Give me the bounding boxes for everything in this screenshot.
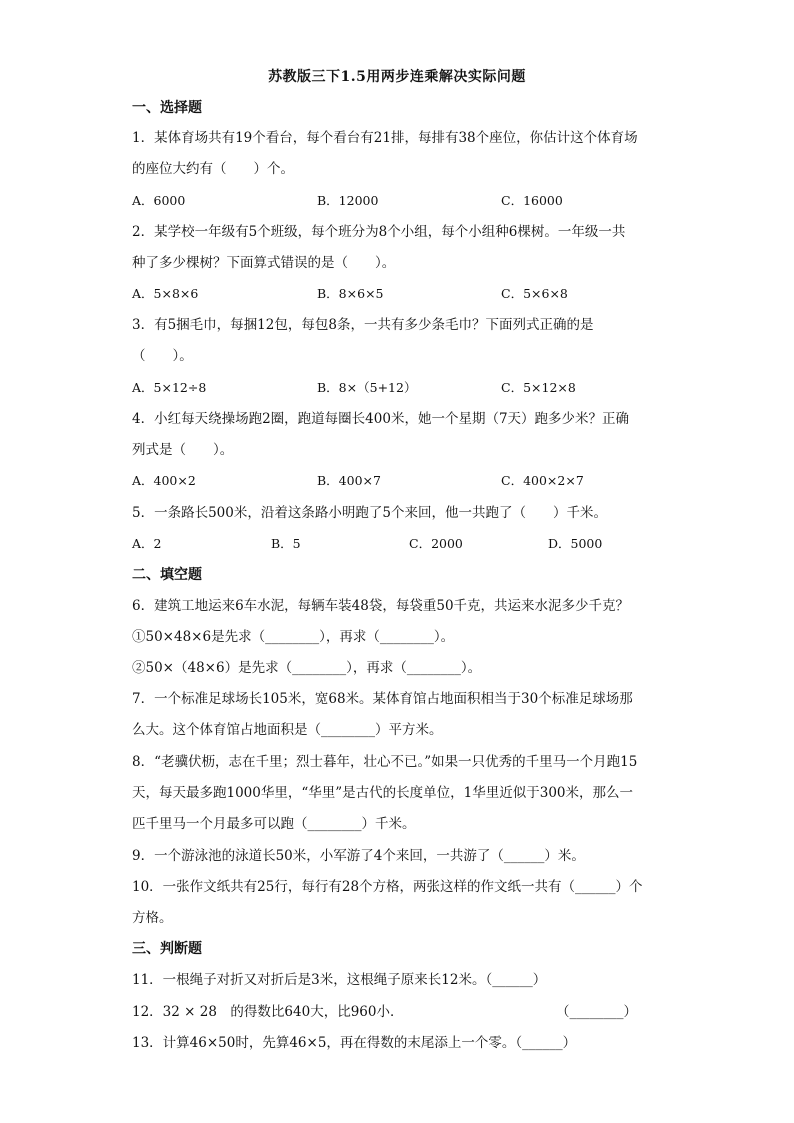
question-5-option-a: A．2	[132, 536, 162, 551]
question-4-option-b: B．400×7	[317, 473, 381, 488]
section-heading: 二、填空题	[132, 567, 202, 583]
question-2-line-1: 2．某学校一年级有5个班级，每个班分为8个小组，每个小组种6棵树。一年级一共	[132, 224, 626, 240]
question-6-line-2: ①50×48×6是先求（________），再求（________）。	[132, 629, 455, 645]
question-1-option-b: B．12000	[317, 193, 379, 208]
page-title: 苏教版三下1.5用两步连乘解决实际问题	[268, 69, 526, 85]
question-4-option-a: A．400×2	[132, 473, 196, 488]
question-5-option-c: C．2000	[409, 536, 463, 551]
question-1-option-a: A．6000	[132, 193, 186, 208]
question-3-line-2: （ ）。	[132, 348, 193, 364]
question-1-line-2: 的座位大约有（ ）个。	[132, 161, 294, 177]
question-8-line-3: 匹千里马一个月最多可以跑（________）千米。	[132, 816, 416, 832]
question-3-option-c: C．5×12×8	[501, 380, 576, 395]
question-10-line-1: 10．一张作文纸共有25行，每行有28个方格，两张这样的作文纸一共有（______）个	[132, 879, 643, 895]
question-12-line-1: 12．32 × 28 的得数比640大，比960小．	[132, 1004, 404, 1020]
question-2-option-b: B．8×6×5	[317, 286, 384, 301]
question-5-option-d: D．5000	[548, 536, 603, 551]
question-10-line-2: 方格。	[132, 910, 173, 926]
question-5-option-b: B．5	[271, 536, 301, 551]
question-5-line-1: 5．一条路长500米，沿着这条路小明跑了5个来回，他一共跑了（ ）千米。	[132, 505, 607, 521]
question-2-option-a: A．5×8×6	[132, 286, 199, 301]
question-1-line-1: 1．某体育场共有19个看台，每个看台有21排，每排有38个座位，你估计这个体育场	[132, 130, 638, 146]
question-4-line-1: 4．小红每天绕操场跑2圈，跑道每圈长400米，她一个星期（7天）跑多少米？正确	[132, 411, 630, 427]
question-2-line-2: 种了多少棵树？下面算式错误的是（ ）。	[132, 255, 396, 271]
question-8-line-2: 天，每天最多跑1000华里，“华里”是古代的长度单位，1华里近似于300米，那么一	[132, 785, 634, 801]
question-12-answer-blank: （________）	[556, 1004, 637, 1020]
question-6-line-1: 6．建筑工地运来6车水泥，每辆车装48袋，每袋重50千克，共运来水泥多少千克？	[132, 598, 630, 614]
question-2-option-c: C．5×6×8	[501, 286, 568, 301]
question-7-line-1: 7．一个标准足球场长105米，宽68米。某体育馆占地面积相当于30个标准足球场那	[132, 691, 633, 707]
question-6-line-3: ②50×（48×6）是先求（________），再求（________）。	[132, 660, 482, 676]
question-9-line-1: 9．一个游泳池的泳道长50米，小军游了4个来回，一共游了（______）米。	[132, 848, 585, 864]
question-1-option-c: C．16000	[501, 193, 563, 208]
question-4-line-2: 列式是（ ）。	[132, 442, 234, 458]
question-4-option-c: C．400×2×7	[501, 473, 584, 488]
question-3-line-1: 3．有5捆毛巾，每捆12包，每包8条，一共有多少条毛巾？下面列式正确的是	[132, 317, 594, 333]
question-3-option-b: B．8×（5+12）	[317, 380, 417, 395]
section-heading: 一、选择题	[132, 100, 202, 116]
section-heading: 三、判断题	[132, 941, 202, 957]
question-13-line-1: 13．计算46×50时，先算46×5，再在得数的末尾添上一个零。（______）	[132, 1035, 577, 1051]
question-3-option-a: A．5×12÷8	[132, 380, 207, 395]
question-8-line-1: 8．“老骥伏枥，志在千里；烈士暮年，壮心不已。”如果一只优秀的千里马一个月跑15	[132, 754, 638, 770]
question-11-line-1: 11．一根绳子对折又对折后是3米，这根绳子原来长12米。（______）	[132, 972, 547, 988]
question-7-line-2: 么大。这个体育馆占地面积是（________）平方米。	[132, 722, 443, 738]
